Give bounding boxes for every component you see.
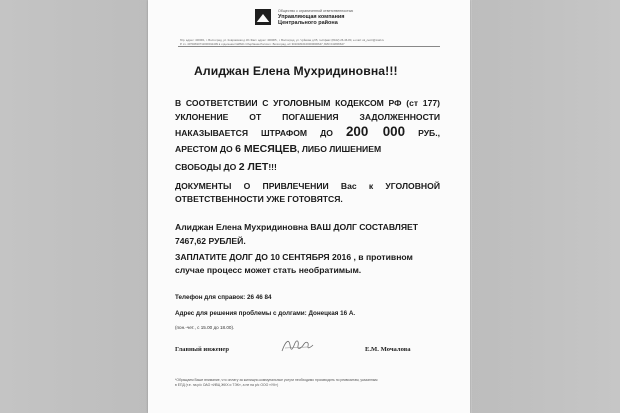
body-line-7: ОТВЕТСТВЕННОСТИ УЖЕ ГОТОВЯТСЯ. [175, 194, 343, 204]
deadline-line-2: случае процесс может стать необратимым. [175, 265, 362, 275]
freedom-exclaim: !!! [268, 162, 277, 172]
fine-amount: 200 000 [345, 124, 406, 139]
body-line-5 [175, 161, 277, 173]
requisites-line1: Юр. адрес: 400001, г. Волгоград, ул. Ковровская д.3/1 Факт. адрес: 400005 , г. Волгоград, ул. Чуйкова д.65, тел/факс (8442) 26-46-84; e-mail: uk_centr@mail.ru [180, 38, 385, 42]
fine-text: НАКАЗЫВАЕТСЯ ШТРАФОМ ДО [175, 128, 333, 138]
arrest-text: АРЕСТОМ ДО [175, 144, 233, 154]
header-divider [178, 46, 440, 47]
body-line-2: УКЛОНЕНИЕ ОТ ПОГАШЕНИЯ ЗАДОЛЖЕННОСТИ [175, 112, 440, 122]
company-name [278, 9, 353, 27]
fine-currency: РУБ., [418, 128, 441, 138]
footer-note-line1: *Обращаем Ваше внимание, что оплату за жилищно-коммунальные услуги необходимо производить по реквизитам, указанным [175, 378, 378, 382]
company-requisites [180, 38, 430, 46]
addressee-title: Алиджан Елена Мухридиновна!!! [194, 64, 398, 78]
background-left [0, 0, 148, 413]
signatory-role: Главный инженер [175, 346, 230, 353]
debt-amount: 7467,62 РУБЛЕЙ. [175, 236, 246, 246]
requisites-line2: Р. сч. 40702810711000011409 в отделении №8621 Сбербанка России г. Волгоград, к/с 30101810100000000647, БИК 041806647 [180, 42, 345, 46]
footer-note [175, 378, 445, 387]
phone-info: Телефон для справок: 26 46 84 [175, 294, 272, 301]
office-hours: (пон.-чет., с 15.00 до 18.00). [175, 325, 235, 330]
company-name-line2: Управляющая компания [278, 13, 345, 20]
body-line-3 [175, 124, 440, 139]
body-line-4 [175, 143, 381, 155]
handwritten-signature-icon [280, 336, 314, 356]
deadline-line-1: ЗАПЛАТИТЕ ДОЛГ ДО 10 СЕНТЯБРЯ 2016 , в противном [175, 252, 413, 262]
body-line-6: ДОКУМЕНТЫ О ПРИВЛЕЧЕНИИ Вас к УГОЛОВНОЙ [175, 181, 440, 191]
signatory-name: Е.М. Мочалова [365, 346, 411, 353]
company-logo-icon [255, 9, 271, 25]
address-info: Адрес для решения проблемы с долгами: Донецкая 16 А. [175, 310, 356, 317]
footer-note-line2: в ЕПД (т.е. на р/с ОАО «ИВЦ ЖКХ и ТЭК», а не на р/с ООО «УК») [175, 382, 279, 387]
debt-line-1: Алиджан Елена Мухридиновна ВАШ ДОЛГ СОСТАВЛЯЕТ [175, 222, 418, 232]
company-name-line3: Центрального района [278, 20, 338, 27]
arrest-term: 6 МЕСЯЦЕВ [235, 143, 298, 155]
background-right [472, 0, 620, 413]
freedom-term: 2 ЛЕТ [238, 161, 269, 173]
arrest-rest: , ЛИБО ЛИШЕНИЕМ [297, 144, 382, 154]
company-legal-form: Общество с ограниченной ответственностью [278, 9, 354, 13]
freedom-text: СВОБОДЫ ДО [175, 162, 237, 172]
body-line-1: В СООТВЕТСТВИИ С УГОЛОВНЫМ КОДЕКСОМ РФ (ст 177) [175, 98, 440, 108]
